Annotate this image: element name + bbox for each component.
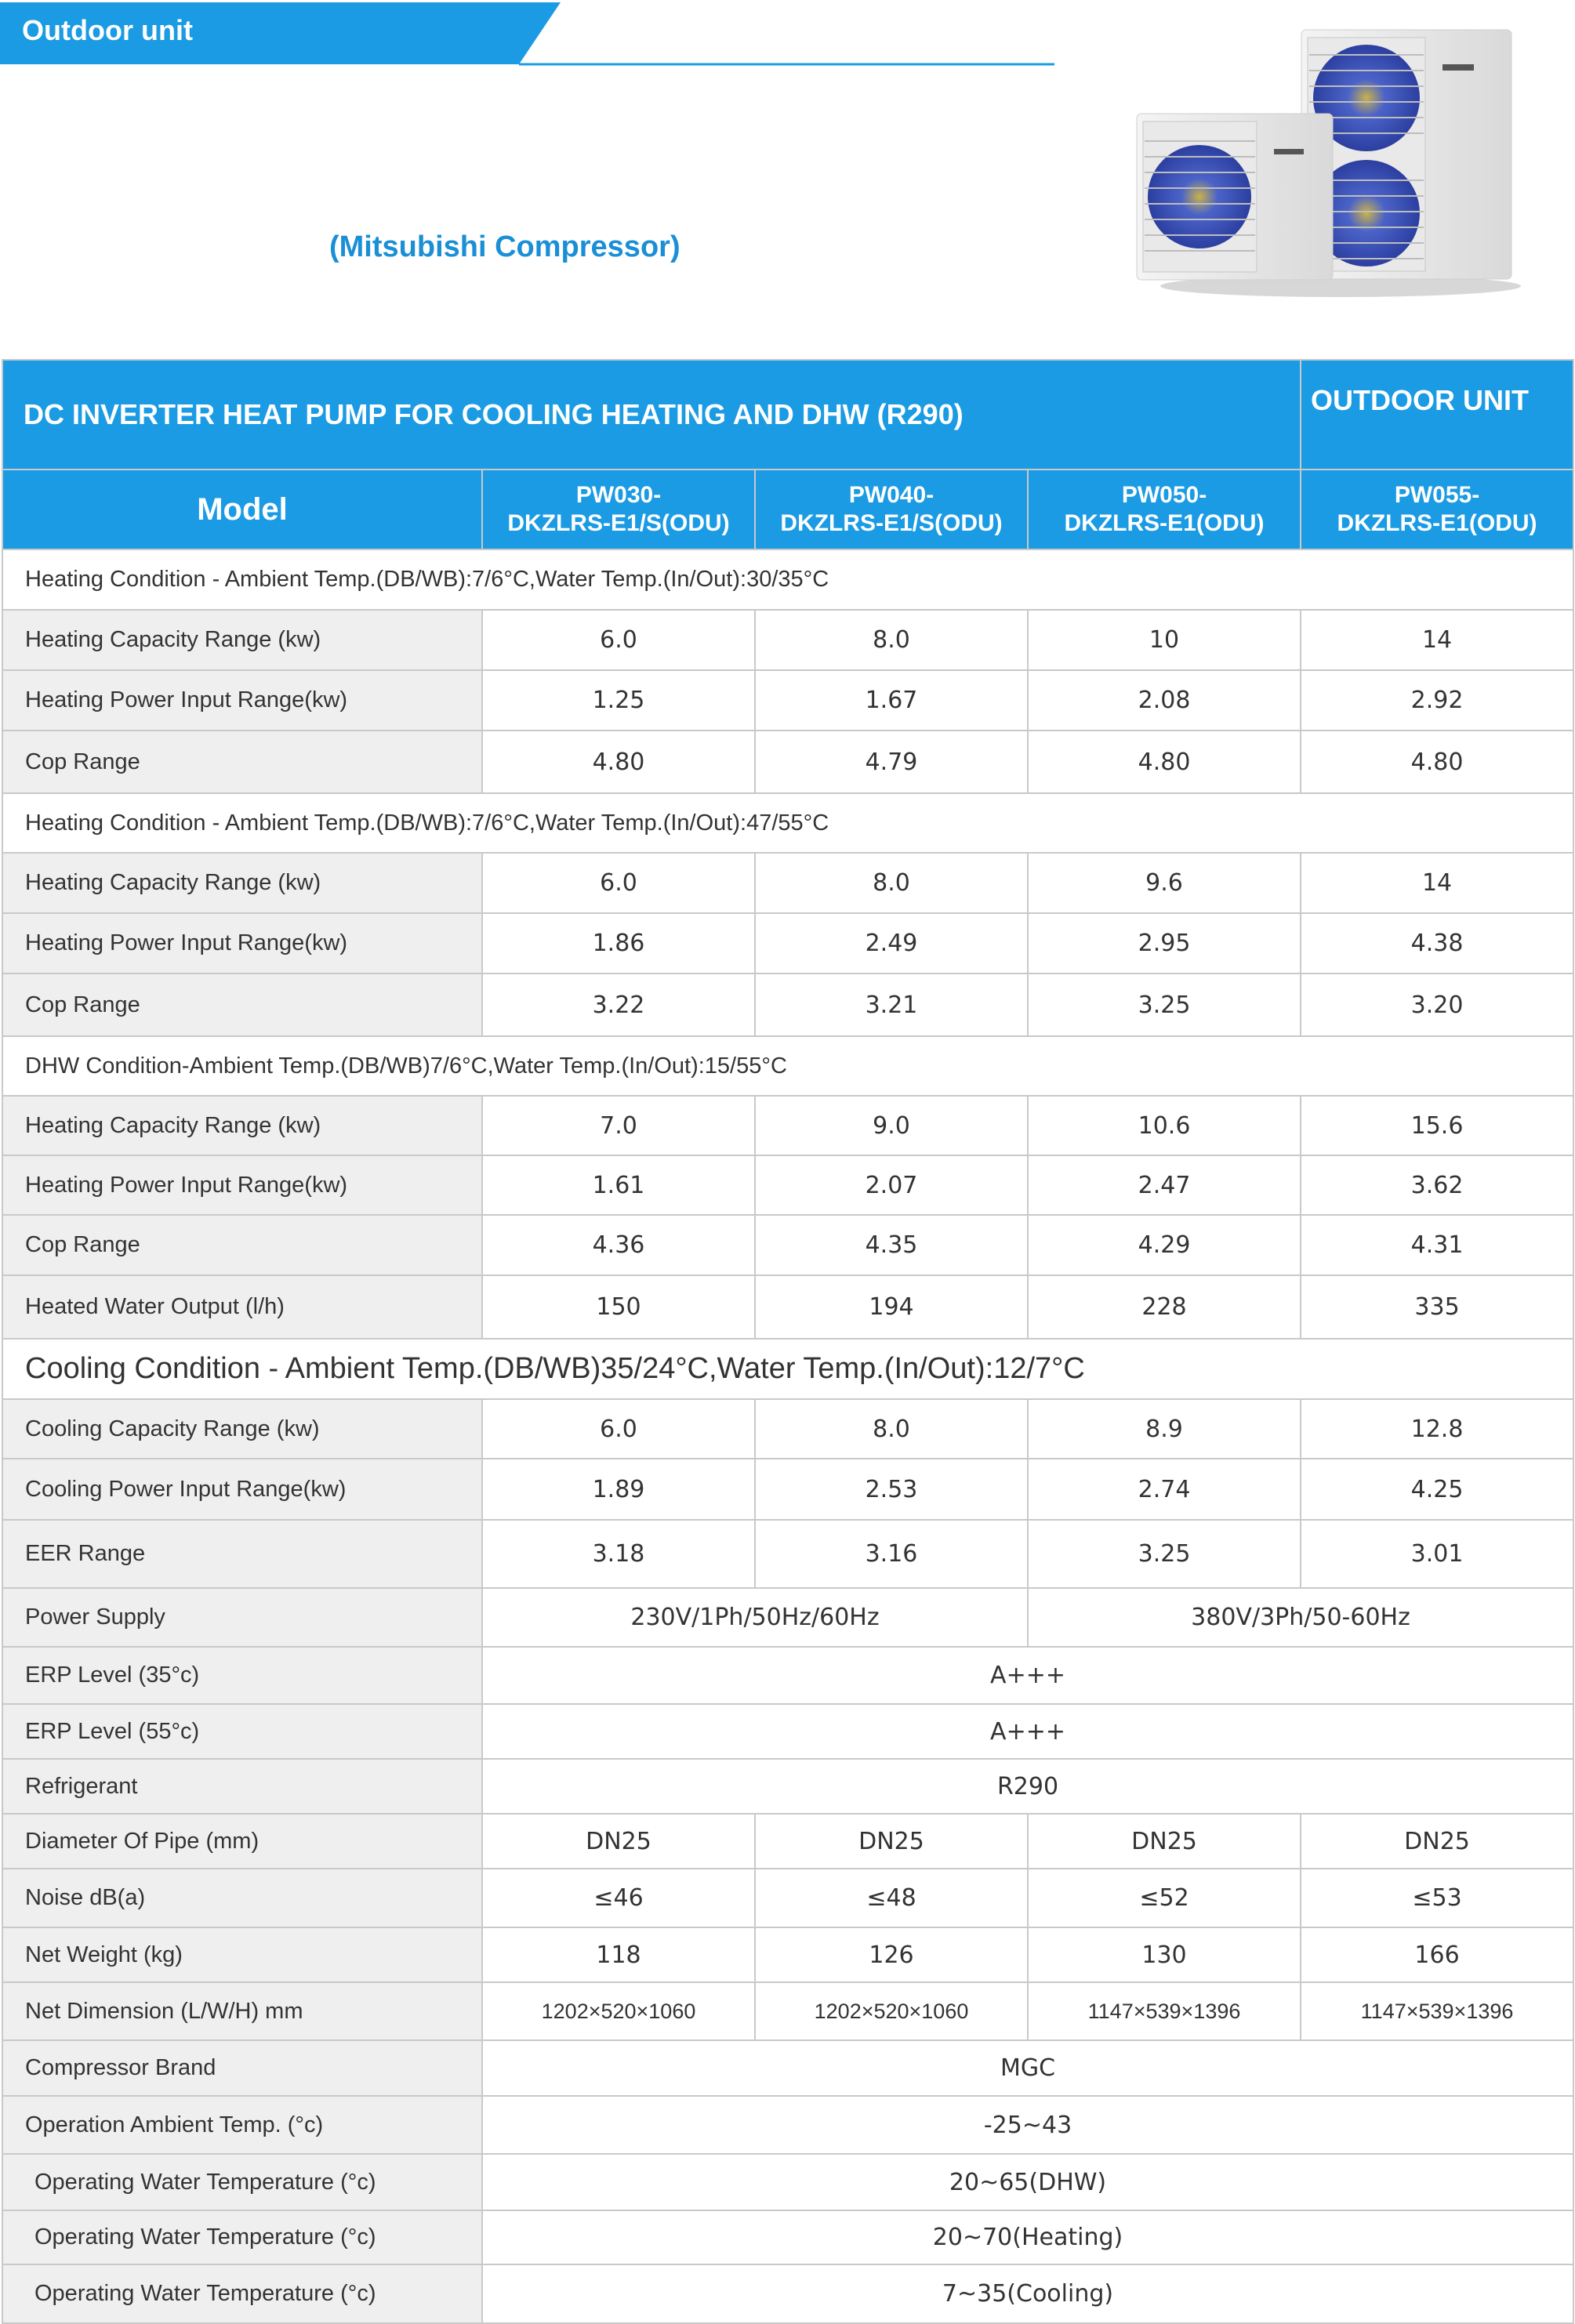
row-label: Cooling Capacity Range (kw) bbox=[2, 1399, 482, 1459]
row-label: Net Weight (kg) bbox=[2, 1927, 482, 1982]
table-row bbox=[2, 1399, 1573, 1459]
value-cell: 8.0 bbox=[755, 610, 1028, 670]
row-label: ERP Level (55°c) bbox=[2, 1704, 482, 1759]
value-cell: 4.80 bbox=[482, 731, 755, 793]
table-row bbox=[2, 731, 1573, 793]
value-cell: 12.8 bbox=[1301, 1399, 1573, 1459]
value-cell: 2.92 bbox=[1301, 670, 1573, 731]
value-cell: ≤53 bbox=[1301, 1869, 1573, 1927]
value-cell: 15.6 bbox=[1301, 1096, 1573, 1155]
row-label: ERP Level (35°c) bbox=[2, 1647, 482, 1704]
value-cell: -25~43 bbox=[482, 2096, 1573, 2154]
table-row bbox=[2, 1588, 1573, 1647]
value-cell: 8.0 bbox=[755, 853, 1028, 913]
table-row bbox=[2, 1520, 1573, 1588]
value-cell: 228 bbox=[1028, 1275, 1301, 1339]
value-cell: 10 bbox=[1028, 610, 1301, 670]
row-label: Refrigerant bbox=[2, 1759, 482, 1814]
section-title: Heating Condition - Ambient Temp.(DB/WB):7/6°C,Water Temp.(In/Out):30/35°C bbox=[2, 549, 1573, 610]
model-column-header: Model bbox=[2, 470, 482, 549]
value-cell: 7.0 bbox=[482, 1096, 755, 1155]
row-label: Noise dB(a) bbox=[2, 1869, 482, 1927]
table-row bbox=[2, 1215, 1573, 1275]
banner-title: Outdoor unit bbox=[22, 14, 193, 46]
value-cell: 1.61 bbox=[482, 1155, 755, 1215]
value-cell: 6.0 bbox=[482, 853, 755, 913]
model-header: PW050- DKZLRS-E1(ODU) bbox=[1028, 470, 1301, 549]
value-cell: 1.86 bbox=[482, 913, 755, 973]
value-cell: 3.22 bbox=[482, 973, 755, 1036]
row-label: Cop Range bbox=[2, 973, 482, 1036]
value-cell: 4.31 bbox=[1301, 1215, 1573, 1275]
value-cell: 4.25 bbox=[1301, 1459, 1573, 1520]
value-cell: 126 bbox=[755, 1927, 1028, 1982]
table-row bbox=[2, 973, 1573, 1036]
value-cell: ≤48 bbox=[755, 1869, 1028, 1927]
value-cell: R290 bbox=[482, 1759, 1573, 1814]
row-label: Heating Power Input Range(kw) bbox=[2, 1155, 482, 1215]
table-row bbox=[2, 2210, 1573, 2264]
value-cell: DN25 bbox=[1301, 1814, 1573, 1869]
value-cell: DN25 bbox=[482, 1814, 755, 1869]
value-cell: 8.9 bbox=[1028, 1399, 1301, 1459]
value-cell: 4.80 bbox=[1301, 731, 1573, 793]
section-header-row bbox=[2, 793, 1573, 853]
section-title: Heating Condition - Ambient Temp.(DB/WB):7/6°C,Water Temp.(In/Out):47/55°C bbox=[2, 793, 1573, 853]
table-row bbox=[2, 1869, 1573, 1927]
table-title: DC INVERTER HEAT PUMP FOR COOLING HEATING AND DHW (R290) bbox=[2, 360, 1301, 470]
value-cell: 6.0 bbox=[482, 1399, 755, 1459]
value-cell: 1202×520×1060 bbox=[482, 1982, 755, 2040]
value-cell: 3.21 bbox=[755, 973, 1028, 1036]
table-row bbox=[2, 1096, 1573, 1155]
row-label: Cooling Power Input Range(kw) bbox=[2, 1459, 482, 1520]
value-cell: 2.07 bbox=[755, 1155, 1028, 1215]
value-cell: 2.49 bbox=[755, 913, 1028, 973]
table-row bbox=[2, 610, 1573, 670]
row-label: Cop Range bbox=[2, 731, 482, 793]
value-cell: 1202×520×1060 bbox=[755, 1982, 1028, 2040]
value-cell: 166 bbox=[1301, 1927, 1573, 1982]
row-label: Operating Water Temperature (°c) bbox=[2, 2264, 482, 2323]
value-cell: 4.29 bbox=[1028, 1215, 1301, 1275]
section-header-row bbox=[2, 1339, 1573, 1399]
value-cell: 335 bbox=[1301, 1275, 1573, 1339]
value-cell: A+++ bbox=[482, 1647, 1573, 1704]
row-label: EER Range bbox=[2, 1520, 482, 1588]
value-cell: 194 bbox=[755, 1275, 1028, 1339]
row-label: Cop Range bbox=[2, 1215, 482, 1275]
value-cell: 3.16 bbox=[755, 1520, 1028, 1588]
row-label: Operating Water Temperature (°c) bbox=[2, 2154, 482, 2210]
model-header: PW030- DKZLRS-E1/S(ODU) bbox=[482, 470, 755, 549]
row-label: Heating Capacity Range (kw) bbox=[2, 1096, 482, 1155]
table-row bbox=[2, 1275, 1573, 1339]
row-label: Heating Power Input Range(kw) bbox=[2, 670, 482, 731]
table-row bbox=[2, 1927, 1573, 1982]
value-cell: A+++ bbox=[482, 1704, 1573, 1759]
table-row bbox=[2, 2154, 1573, 2210]
compressor-subtitle: (Mitsubishi Compressor) bbox=[329, 230, 680, 263]
value-cell: 150 bbox=[482, 1275, 755, 1339]
value-cell: 1.89 bbox=[482, 1459, 755, 1520]
value-cell: 2.47 bbox=[1028, 1155, 1301, 1215]
value-cell: 1147×539×1396 bbox=[1301, 1982, 1573, 2040]
value-cell: 4.79 bbox=[755, 731, 1028, 793]
value-cell: 2.08 bbox=[1028, 670, 1301, 731]
row-label: Heating Capacity Range (kw) bbox=[2, 853, 482, 913]
row-label: Diameter Of Pipe (mm) bbox=[2, 1814, 482, 1869]
table-row bbox=[2, 1155, 1573, 1215]
value-cell: 1147×539×1396 bbox=[1028, 1982, 1301, 2040]
outdoor-unit-image bbox=[1121, 24, 1544, 306]
model-header: PW055- DKZLRS-E1(ODU) bbox=[1301, 470, 1573, 549]
value-cell: 4.36 bbox=[482, 1215, 755, 1275]
model-header-row bbox=[2, 470, 1573, 549]
value-cell: 1.25 bbox=[482, 670, 755, 731]
row-label: Operation Ambient Temp. (°c) bbox=[2, 2096, 482, 2154]
row-label: Operating Water Temperature (°c) bbox=[2, 2210, 482, 2264]
value-cell: DN25 bbox=[1028, 1814, 1301, 1869]
section-title: Cooling Condition - Ambient Temp.(DB/WB)35/24°C,Water Temp.(In/Out):12/7°C bbox=[2, 1339, 1573, 1399]
table-row bbox=[2, 913, 1573, 973]
value-cell: 3.25 bbox=[1028, 1520, 1301, 1588]
value-cell: 4.80 bbox=[1028, 731, 1301, 793]
spec-table bbox=[2, 359, 1574, 2324]
row-label: Net Dimension (L/W/H) mm bbox=[2, 1982, 482, 2040]
value-cell: 380V/3Ph/50-60Hz bbox=[1028, 1588, 1573, 1647]
value-cell: 2.74 bbox=[1028, 1459, 1301, 1520]
value-cell: 9.6 bbox=[1028, 853, 1301, 913]
table-row bbox=[2, 1759, 1573, 1814]
value-cell: DN25 bbox=[755, 1814, 1028, 1869]
value-cell: 2.95 bbox=[1028, 913, 1301, 973]
value-cell: MGC bbox=[482, 2040, 1573, 2096]
value-cell: 230V/1Ph/50Hz/60Hz bbox=[482, 1588, 1028, 1647]
section-header-row bbox=[2, 1036, 1573, 1096]
row-label: Compressor Brand bbox=[2, 2040, 482, 2096]
table-row bbox=[2, 2040, 1573, 2096]
value-cell: 10.6 bbox=[1028, 1096, 1301, 1155]
value-cell: 3.25 bbox=[1028, 973, 1301, 1036]
row-label: Heating Capacity Range (kw) bbox=[2, 610, 482, 670]
table-row bbox=[2, 1647, 1573, 1704]
value-cell: 9.0 bbox=[755, 1096, 1028, 1155]
value-cell: 14 bbox=[1301, 610, 1573, 670]
value-cell: 4.35 bbox=[755, 1215, 1028, 1275]
value-cell: 3.20 bbox=[1301, 973, 1573, 1036]
value-cell: ≤52 bbox=[1028, 1869, 1301, 1927]
value-cell: 6.0 bbox=[482, 610, 755, 670]
value-cell: 2.53 bbox=[755, 1459, 1028, 1520]
section-title: DHW Condition-Ambient Temp.(DB/WB)7/6°C,Water Temp.(In/Out):15/55°C bbox=[2, 1036, 1573, 1096]
row-label: Heated Water Output (l/h) bbox=[2, 1275, 482, 1339]
value-cell: 118 bbox=[482, 1927, 755, 1982]
value-cell: 3.62 bbox=[1301, 1155, 1573, 1215]
table-row bbox=[2, 2264, 1573, 2323]
value-cell: 4.38 bbox=[1301, 913, 1573, 973]
value-cell: 14 bbox=[1301, 853, 1573, 913]
value-cell: 7~35(Cooling) bbox=[482, 2264, 1573, 2323]
table-row bbox=[2, 1982, 1573, 2040]
value-cell: ≤46 bbox=[482, 1869, 755, 1927]
value-cell: 20~70(Heating) bbox=[482, 2210, 1573, 2264]
row-label: Heating Power Input Range(kw) bbox=[2, 913, 482, 973]
table-row bbox=[2, 2096, 1573, 2154]
value-cell: 130 bbox=[1028, 1927, 1301, 1982]
model-header: PW040- DKZLRS-E1/S(ODU) bbox=[755, 470, 1028, 549]
value-cell: 20~65(DHW) bbox=[482, 2154, 1573, 2210]
table-title-right: OUTDOOR UNIT bbox=[1301, 360, 1573, 470]
table-row bbox=[2, 1459, 1573, 1520]
table-title-row bbox=[2, 360, 1573, 470]
section-header-row bbox=[2, 549, 1573, 610]
row-label: Power Supply bbox=[2, 1588, 482, 1647]
table-row bbox=[2, 1704, 1573, 1759]
value-cell: 1.67 bbox=[755, 670, 1028, 731]
table-row bbox=[2, 670, 1573, 731]
value-cell: 3.01 bbox=[1301, 1520, 1573, 1588]
table-row bbox=[2, 1814, 1573, 1869]
value-cell: 3.18 bbox=[482, 1520, 755, 1588]
value-cell: 8.0 bbox=[755, 1399, 1028, 1459]
table-row bbox=[2, 853, 1573, 913]
